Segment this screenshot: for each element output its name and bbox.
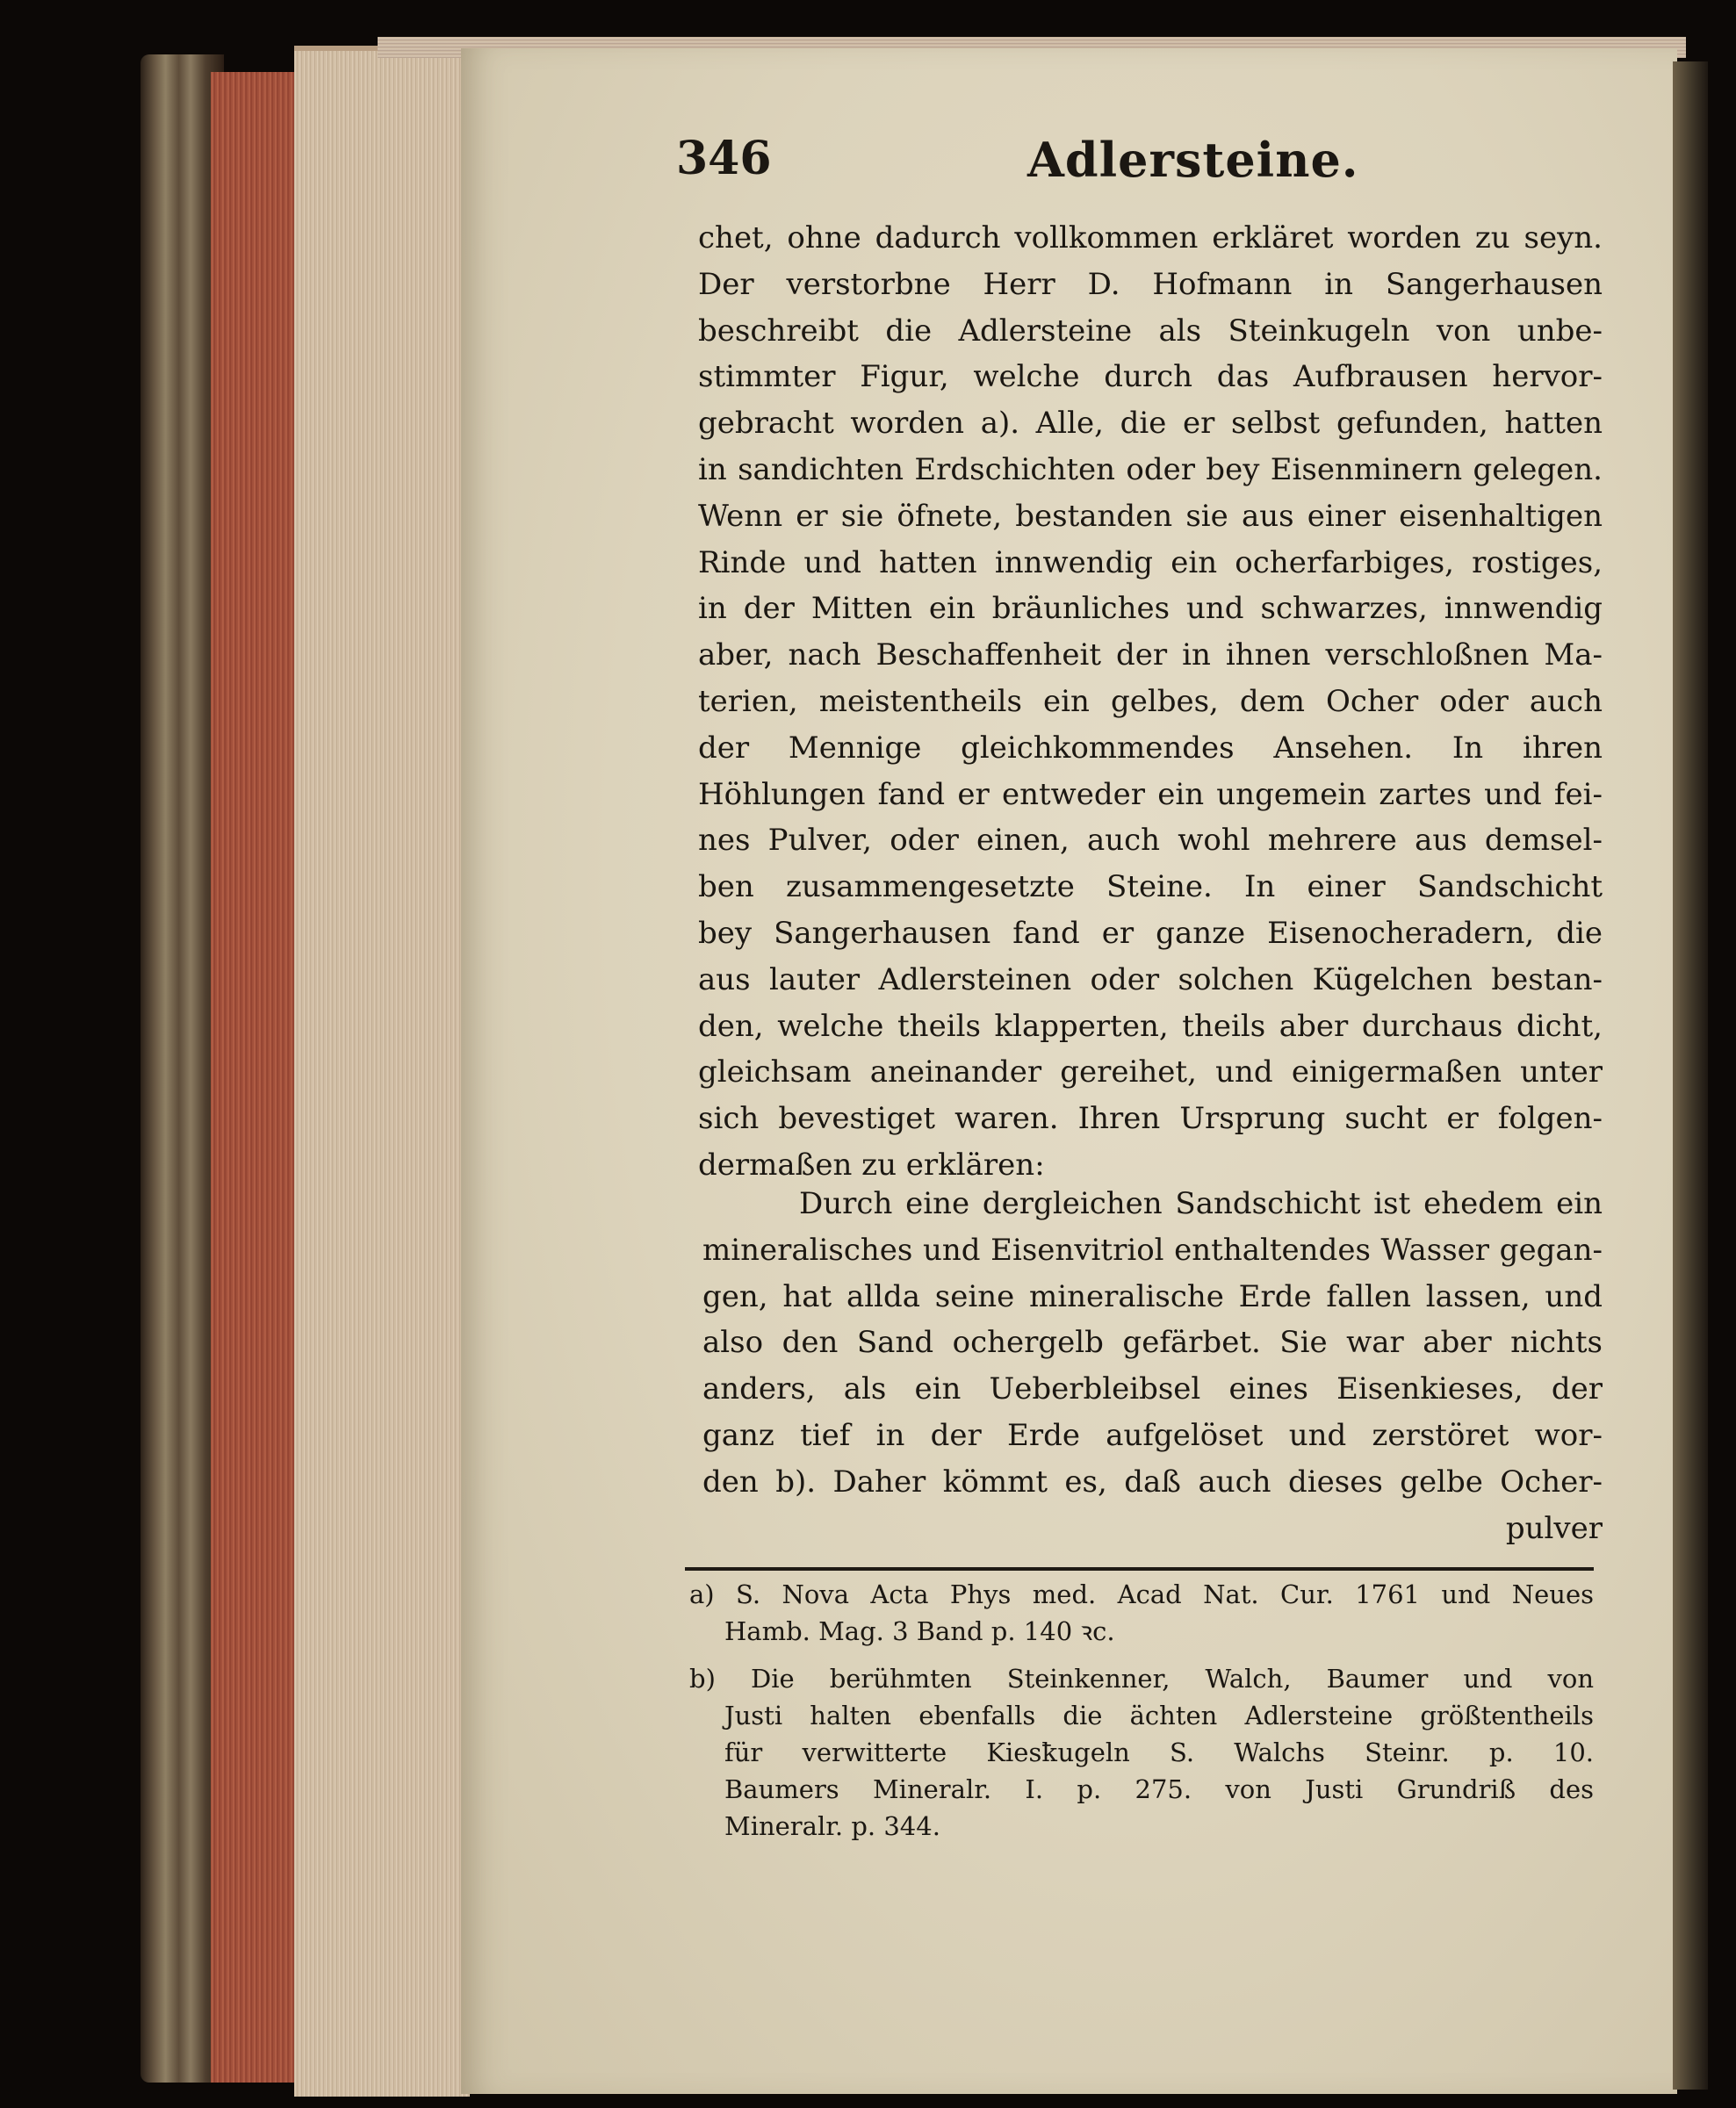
paragraph-1 — [698, 215, 1603, 1189]
text-line: gleichsam aneinander gereihet, und einigermaßen unter — [698, 1054, 1603, 1090]
text-line: gebracht worden a). Alle, die er selbst gefunden, hatten — [698, 406, 1603, 442]
text-line: der Mennige gleichkommendes Ansehen. In ihren — [698, 730, 1603, 766]
text-line: also den Sand ochergelb gefärbet. Sie war aber nichts — [702, 1325, 1603, 1361]
text-line: den b). Daher kömmt es, daß auch dieses gelbe Ocher- — [702, 1464, 1603, 1500]
text-line: in der Mitten ein bräunliches und schwarzes, innwendig — [698, 591, 1603, 627]
page-header — [676, 132, 1607, 202]
footnote-line: Justi halten ebenfalls die ächten Adlersteine größtentheils — [724, 1701, 1594, 1730]
page-number: 346 — [676, 132, 772, 185]
text-line: Wenn er sie öfnete, bestanden sie aus einer eisenhaltigen — [698, 498, 1603, 534]
text-line: Durch eine dergleichen Sandschicht ist ehedem ein — [799, 1186, 1603, 1221]
text-line: nes Pulver, oder einen, auch wohl mehrere aus demsel- — [698, 823, 1603, 859]
footnote-line: Hamb. Mag. 3 Band p. 140 ꝛc. — [724, 1616, 1115, 1646]
footnote-line: Mineralr. p. 344. — [724, 1811, 940, 1841]
facing-page-edge — [1673, 61, 1708, 2090]
footnote-b — [689, 1660, 1594, 1845]
text-line: aus lauter Adlersteinen oder solchen Kügelchen bestan- — [698, 961, 1603, 997]
text-line: sich bevestiget waren. Ihren Ursprung sucht er folgen- — [698, 1101, 1603, 1137]
text-line: dermaßen zu erklären: — [698, 1147, 1045, 1183]
footnote-a — [689, 1576, 1594, 1650]
text-line: bey Sangerhausen fand er ganze Eisenocheradern, die — [698, 915, 1603, 951]
footnote-line: b) Die berühmten Steinkenner, Walch, Baumer und von — [689, 1664, 1594, 1694]
text-line: anders, als ein Ueberbleibsel eines Eisenkieses, der — [702, 1371, 1603, 1407]
text-line: den, welche theils klapperten, theils aber durchaus dicht, — [698, 1008, 1603, 1044]
text-line: in sandichten Erdschichten oder bey Eisenminern gelegen. — [698, 451, 1603, 487]
footnote-line: Baumers Mineralr. I. p. 275. von Justi Grundriß des — [724, 1774, 1594, 1804]
text-line: stimmter Figur, welche durch das Aufbrausen hervor- — [698, 359, 1603, 395]
footnotes — [689, 1576, 1594, 1845]
text-line: Höhlungen fand er entweder ein ungemein zartes und fei- — [698, 776, 1603, 812]
text-line: Rinde und hatten innwendig ein ocherfarbiges, rostiges, — [698, 544, 1603, 580]
red-page-edges — [211, 72, 299, 2083]
footnote-line: a) S. Nova Acta Phys med. Acad Nat. Cur. 1761 und Neues — [689, 1579, 1594, 1609]
catchword: pulver — [1505, 1510, 1603, 1546]
footnote-line: für verwitterte Kiesꝁugeln S. Walchs Steinr. p. 10. — [724, 1737, 1594, 1767]
text-line: ganz tief in der Erde aufgelöset und zerstöret wor- — [702, 1417, 1603, 1453]
text-line: terien, meistentheils ein gelbes, dem Ocher oder auch — [698, 683, 1603, 719]
footnote-rule — [685, 1567, 1594, 1571]
paragraph-2 — [702, 1181, 1603, 1551]
text-line: Der verstorbne Herr D. Hofmann in Sangerhausen — [698, 266, 1603, 302]
text-line: aber, nach Beschaffenheit der in ihnen verschloßnen Ma- — [698, 637, 1603, 673]
running-head: Adlersteine. — [1027, 132, 1359, 188]
text-line: chet, ohne dadurch vollkommen erkläret worden zu seyn. — [698, 220, 1603, 255]
text-line: mineralisches und Eisenvitriol enthaltendes Wasser gegan- — [702, 1232, 1603, 1268]
page-stack-edges — [294, 46, 470, 2097]
text-line: gen, hat allda seine mineralische Erde fallen lassen, und — [702, 1278, 1603, 1314]
text-line: beschreibt die Adlersteine als Steinkugeln von unbe- — [698, 313, 1603, 349]
text-line: ben zusammengesetzte Steine. In einer Sandschicht — [698, 869, 1603, 905]
